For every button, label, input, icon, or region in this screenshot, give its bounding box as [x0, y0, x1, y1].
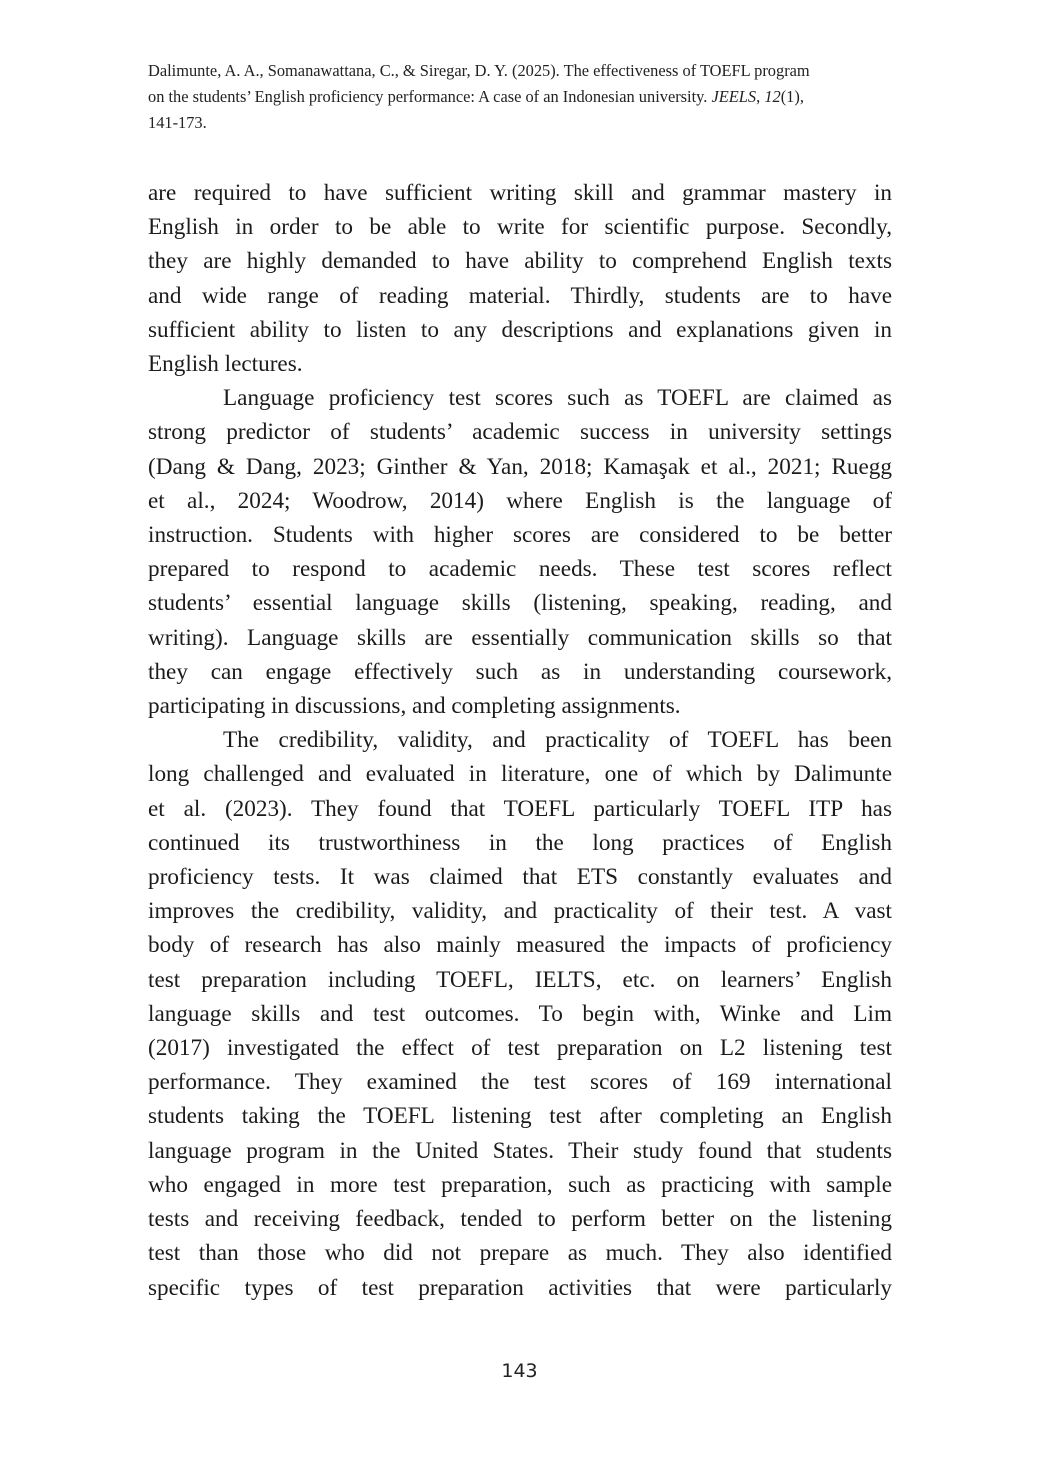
text-line: (Dang & Dang, 2023; Ginther & Yan, 2018; Kamaşak et al., 2021; Ruegg	[148, 453, 892, 480]
text-line: performance. They examined the test scores of 169 international	[148, 1069, 892, 1096]
text-line: et al., 2024; Woodrow, 2014) where English is the language of	[148, 487, 892, 514]
text-line: students taking the TOEFL listening test after completing an English	[148, 1103, 892, 1130]
text-line: strong predictor of students’ academic success in university settings	[148, 419, 892, 446]
text-line: instruction. Students with higher scores are considered to be better	[148, 522, 892, 549]
paragraph-credibility	[148, 723, 892, 1304]
text-line: participating in discussions, and completing assignments.	[148, 693, 681, 720]
text-line: test than those who did not prepare as much. They also identified	[148, 1240, 892, 1267]
paragraph-continuation	[148, 176, 892, 381]
text-line: tests and receiving feedback, tended to perform better on the listening	[148, 1206, 892, 1233]
text-line: writing). Language skills are essentially communication skills so that	[148, 624, 892, 651]
text-line: and wide range of reading material. Thirdly, students are to have	[148, 282, 892, 309]
text-line: students’ essential language skills (listening, speaking, reading, and	[148, 590, 892, 617]
text-line: language program in the United States. Their study found that students	[148, 1137, 892, 1164]
paragraph-language-proficiency	[148, 381, 892, 723]
text-line: improves the credibility, validity, and practicality of their test. A vast	[148, 898, 892, 925]
text-line: (2017) investigated the effect of test preparation on L2 listening test	[148, 1035, 892, 1062]
text-line: body of research has also mainly measured the impacts of proficiency	[148, 932, 892, 959]
text-line: continued its trustworthiness in the long practices of English	[148, 829, 892, 856]
text-line: The credibility, validity, and practicality of TOEFL has been	[223, 727, 892, 754]
text-line: who engaged in more test preparation, such as practicing with sample	[148, 1171, 892, 1198]
page-number: 143	[501, 1360, 538, 1382]
body-text	[148, 176, 892, 1305]
citation-issue: (1),	[780, 87, 804, 106]
citation-volume: 12	[764, 87, 781, 106]
text-line: Language proficiency test scores such as TOEFL are claimed as	[223, 385, 892, 412]
text-line: English lectures.	[148, 351, 303, 378]
text-line: language skills and test outcomes. To begin with, Winke and Lim	[148, 1000, 892, 1027]
text-line: English in order to be able to write for scientific purpose. Secondly,	[148, 214, 892, 241]
citation-line-1: Dalimunte, A. A., Somanawattana, C., & Siregar, D. Y. (2025). The effectiveness of TOEFL program	[148, 61, 810, 80]
text-line: are required to have sufficient writing skill and grammar mastery in	[148, 180, 892, 206]
text-line: they can engage effectively such as in understanding coursework,	[148, 658, 892, 685]
citation-line-2	[148, 84, 893, 110]
text-line: et al. (2023). They found that TOEFL particularly TOEFL ITP has	[148, 795, 892, 822]
running-header-citation	[148, 58, 893, 136]
text-line: long challenged and evaluated in literature, one of which by Dalimunte	[148, 761, 892, 788]
text-line: test preparation including TOEFL, IELTS, etc. on learners’ English	[148, 966, 892, 993]
citation-line-3: 141-173.	[148, 113, 207, 132]
text-line: sufficient ability to listen to any descriptions and explanations given in	[148, 316, 892, 343]
text-line: prepared to respond to academic needs. These test scores reflect	[148, 556, 892, 583]
citation-journal: JEELS	[711, 87, 757, 106]
text-line: specific types of test preparation activities that were particularly	[148, 1274, 892, 1301]
text-line: proficiency tests. It was claimed that ETS constantly evaluates and	[148, 864, 892, 891]
citation-separator: ,	[756, 87, 765, 106]
citation-title-tail: on the students’ English proficiency performance: A case of an Indonesian university.	[148, 87, 712, 106]
text-line: they are highly demanded to have ability to comprehend English texts	[148, 248, 892, 275]
